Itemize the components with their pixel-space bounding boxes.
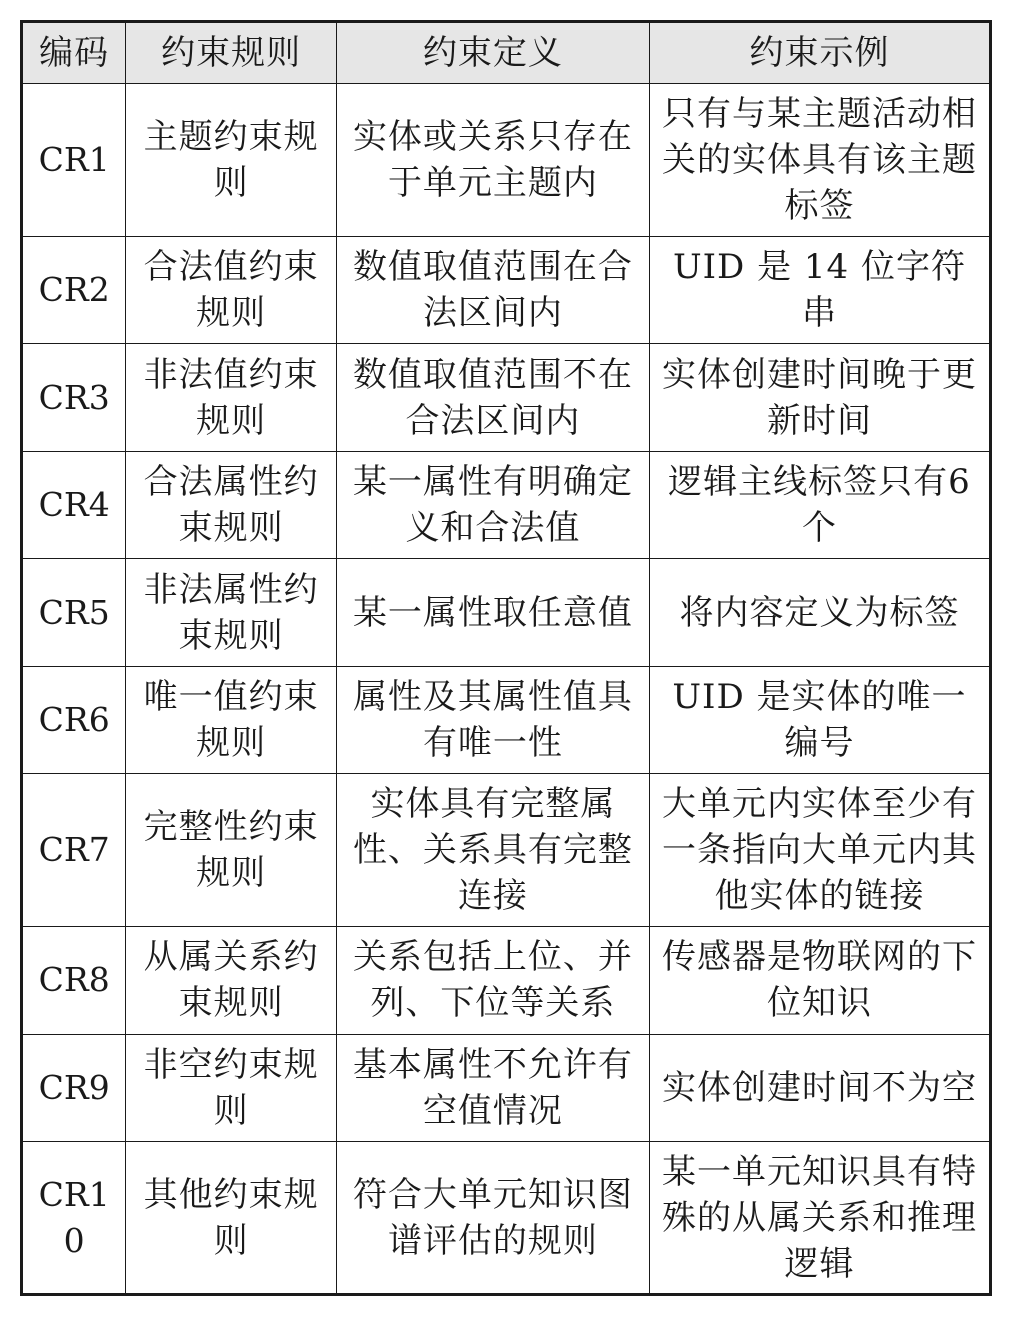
cell-definition: 属性及其属性值具有唯一性 — [336, 666, 649, 774]
cell-example: 将内容定义为标签 — [649, 559, 990, 667]
cell-definition: 基本属性不允许有空值情况 — [336, 1034, 649, 1142]
cell-code: CR5 — [22, 559, 126, 667]
cell-definition: 某一属性取任意值 — [336, 559, 649, 667]
cell-definition: 数值取值范围不在合法区间内 — [336, 344, 649, 452]
table-row — [22, 1142, 991, 1295]
cell-rule: 完整性约束规则 — [126, 774, 337, 927]
cell-rule: 非法属性约束规则 — [126, 559, 337, 667]
cell-code: CR2 — [22, 236, 126, 344]
cell-example: 某一单元知识具有特殊的从属关系和推理逻辑 — [649, 1142, 990, 1295]
cell-example: 只有与某主题活动相关的实体具有该主题标签 — [649, 84, 990, 237]
cell-example: UID 是 14 位字符串 — [649, 236, 990, 344]
cell-code: CR7 — [22, 774, 126, 927]
cell-definition: 实体具有完整属性、关系具有完整连接 — [336, 774, 649, 927]
cell-definition: 关系包括上位、并列、下位等关系 — [336, 927, 649, 1035]
table-row — [22, 666, 991, 774]
table-row — [22, 559, 991, 667]
cell-example: 实体创建时间不为空 — [649, 1034, 990, 1142]
table-row — [22, 927, 991, 1035]
cell-code: CR4 — [22, 451, 126, 559]
cell-rule: 其他约束规则 — [126, 1142, 337, 1295]
cell-example: 大单元内实体至少有一条指向大单元内其他实体的链接 — [649, 774, 990, 927]
cell-code: CR6 — [22, 666, 126, 774]
cell-code: CR9 — [22, 1034, 126, 1142]
cell-rule: 主题约束规则 — [126, 84, 337, 237]
table-row — [22, 344, 991, 452]
cell-example: 传感器是物联网的下位知识 — [649, 927, 990, 1035]
table-row — [22, 1034, 991, 1142]
header-example: 约束示例 — [649, 22, 990, 84]
header-code: 编码 — [22, 22, 126, 84]
constraint-rules-table — [20, 20, 992, 1296]
header-rule: 约束规则 — [126, 22, 337, 84]
cell-code: CR3 — [22, 344, 126, 452]
table-row — [22, 451, 991, 559]
cell-example: 逻辑主线标签只有6个 — [649, 451, 990, 559]
cell-code: CR8 — [22, 927, 126, 1035]
cell-rule: 合法属性约束规则 — [126, 451, 337, 559]
cell-definition: 实体或关系只存在于单元主题内 — [336, 84, 649, 237]
cell-definition: 某一属性有明确定义和合法值 — [336, 451, 649, 559]
cell-definition: 符合大单元知识图谱评估的规则 — [336, 1142, 649, 1295]
constraint-rules-table-wrapper — [20, 20, 992, 1296]
cell-rule: 非空约束规则 — [126, 1034, 337, 1142]
table-header-row — [22, 22, 991, 84]
cell-rule: 从属关系约束规则 — [126, 927, 337, 1035]
cell-definition: 数值取值范围在合法区间内 — [336, 236, 649, 344]
table-row — [22, 774, 991, 927]
table-row — [22, 84, 991, 237]
cell-code: CR1 — [22, 84, 126, 237]
cell-rule: 非法值约束规则 — [126, 344, 337, 452]
cell-code: CR10 — [22, 1142, 126, 1295]
table-row — [22, 236, 991, 344]
cell-example: 实体创建时间晚于更新时间 — [649, 344, 990, 452]
cell-rule: 唯一值约束规则 — [126, 666, 337, 774]
cell-example: UID 是实体的唯一编号 — [649, 666, 990, 774]
header-definition: 约束定义 — [336, 22, 649, 84]
cell-rule: 合法值约束规则 — [126, 236, 337, 344]
